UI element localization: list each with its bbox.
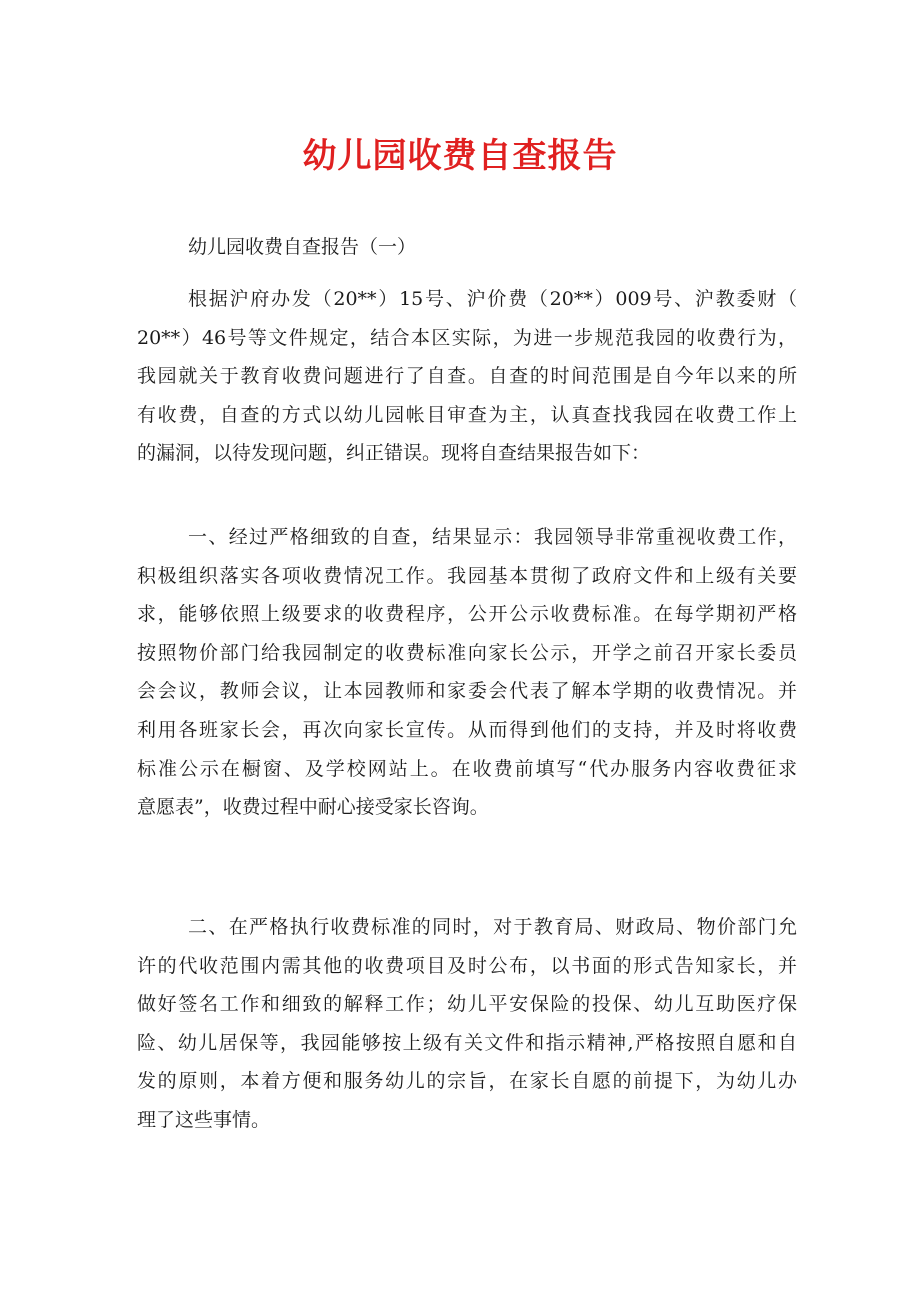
paragraph-line: 求，能够依照上级要求的收费程序，公开公示收费标准。在每学期初严格 (137, 603, 797, 626)
paragraph-section-two (137, 908, 797, 1140)
paragraph-line: 按照物价部门给我园制定的收费标准向家长公示，开学之前召开家长委员 (137, 641, 797, 664)
paragraph-line: 理了这些事情。 (137, 1108, 271, 1131)
paragraph-line: 做好签名工作和细致的解释工作；幼儿平安保险的投保、幼儿互助医疗保 (137, 993, 797, 1016)
paragraph-line: 我园就关于教育收费问题进行了自查。自查的时间范围是自今年以来的所 (137, 365, 797, 388)
paragraph-line: 20**）46号等文件规定，结合本区实际，为进一步规范我园的收费行为， (137, 326, 797, 349)
paragraph-line: 发的原则，本着方便和服务幼儿的宗旨，在家长自愿的前提下，为幼儿办 (137, 1070, 797, 1093)
paragraph-line: 的漏洞，以待发现问题，纠正错误。现将自查结果报告如下： (137, 442, 651, 465)
paragraph-line: 积极组织落实各项收费情况工作。我园基本贯彻了政府文件和上级有关要 (137, 564, 797, 587)
section-subtitle: 幼儿园收费自查报告（一） (188, 236, 417, 258)
paragraph-line: 会会议，教师会议，让本园教师和家委会代表了解本学期的收费情况。并 (137, 680, 797, 703)
paragraph-section-one (137, 518, 797, 827)
paragraph-line: 标准公示在橱窗、及学校网站上。在收费前填写“代办服务内容收费征求 (137, 757, 797, 780)
paragraph-line: 根据沪府办发（20**）15号、沪价费（20**）009号、沪教委财（ (188, 288, 797, 310)
paragraph-line: 许的代收范围内需其他的收费项目及时公布，以书面的形式告知家长，并 (137, 954, 797, 977)
paragraph-line: 二、在严格执行收费标准的同时，对于教育局、财政局、物价部门允 (188, 916, 797, 938)
paragraph-line: 利用各班家长会，再次向家长宣传。从而得到他们的支持，并及时将收费 (137, 718, 797, 741)
paragraph-intro (137, 280, 797, 473)
paragraph-line: 有收费，自查的方式以幼儿园帐目审查为主，认真查找我园在收费工作上 (137, 403, 797, 426)
paragraph-line: 一、经过严格细致的自查，结果显示：我园领导非常重视收费工作， (188, 526, 797, 548)
document-title: 幼儿园收费自查报告 (302, 136, 618, 176)
paragraph-line: 险、幼儿居保等，我园能够按上级有关文件和指示精神,严格按照自愿和自 (137, 1031, 797, 1054)
paragraph-line: 意愿表”，收费过程中耐心接受家长咨询。 (137, 796, 489, 819)
